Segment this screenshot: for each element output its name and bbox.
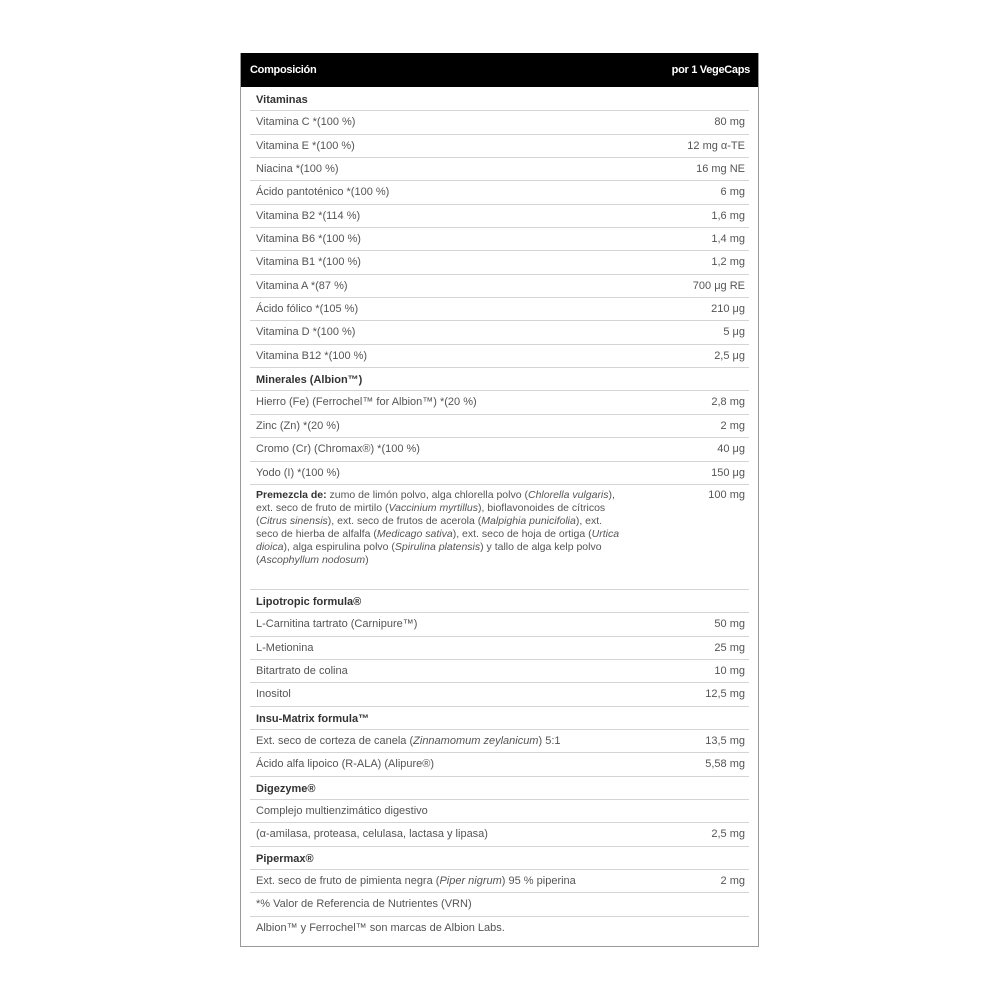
table-row bbox=[250, 321, 749, 344]
section-heading bbox=[250, 590, 749, 613]
nutrient-value: 2 mg bbox=[720, 874, 745, 887]
nutrient-label: Ácido fólico *(105 %) bbox=[256, 303, 359, 316]
nutrient-value: 16 mg NE bbox=[696, 163, 745, 176]
nutrient-label: Vitamina E *(100 %) bbox=[256, 139, 355, 152]
nutrient-label: (α-amilasa, proteasa, celulasa, lactasa y lipasa) bbox=[256, 828, 488, 841]
section-label: Vitaminas bbox=[256, 94, 308, 106]
nutrient-value: 2 mg bbox=[720, 419, 745, 432]
nutrient-value: 2,8 mg bbox=[711, 396, 745, 409]
nutrient-value: 5,58 mg bbox=[705, 758, 745, 771]
nutrient-label: *% Valor de Referencia de Nutrientes (VRN) bbox=[256, 898, 472, 911]
table-row bbox=[250, 613, 749, 636]
nutrient-value: 80 mg bbox=[714, 116, 745, 129]
section-label: Digezyme® bbox=[256, 782, 316, 795]
table-row bbox=[250, 275, 749, 298]
table-row bbox=[250, 753, 749, 776]
nutrient-label: Vitamina B6 *(100 %) bbox=[256, 233, 361, 246]
table-row bbox=[250, 462, 749, 485]
table-row bbox=[250, 298, 749, 321]
nutrient-label: Inositol bbox=[256, 688, 291, 701]
table-row bbox=[250, 823, 749, 846]
nutrient-value: 210 μg bbox=[711, 303, 745, 316]
nutrient-value: 1,6 mg bbox=[711, 209, 745, 222]
section-heading bbox=[250, 88, 749, 111]
nutrient-label: Vitamina A *(87 %) bbox=[256, 279, 348, 292]
table-row bbox=[250, 730, 749, 753]
section-heading bbox=[250, 707, 749, 730]
table-row bbox=[250, 391, 749, 414]
nutrient-label: Ácido pantoténico *(100 %) bbox=[256, 186, 390, 199]
table-row bbox=[250, 870, 749, 893]
section-label: Insu-Matrix formula™ bbox=[256, 712, 370, 725]
section-label: Pipermax® bbox=[256, 852, 314, 865]
nutrient-label: Hierro (Fe) (Ferrochel™ for Albion™) *(20 %) bbox=[256, 396, 477, 409]
header-per-serving: por 1 VegeCaps bbox=[671, 64, 750, 76]
nutrient-label: Bitartrato de colina bbox=[256, 664, 348, 677]
nutrient-value: 10 mg bbox=[714, 664, 745, 677]
nutrient-label: Ext. seco de fruto de pimienta negra (Piper nigrum) 95 % piperina bbox=[256, 874, 576, 887]
table-row bbox=[250, 111, 749, 134]
nutrient-label: Ext. seco de corteza de canela (Zinnamomum zeylanicum) 5:1 bbox=[256, 734, 561, 747]
nutrient-label: Vitamina B12 *(100 %) bbox=[256, 349, 368, 362]
nutrient-value: 2,5 μg bbox=[714, 349, 745, 362]
nutrient-value: 50 mg bbox=[714, 618, 745, 631]
table-header bbox=[241, 53, 758, 87]
section-heading bbox=[250, 777, 749, 800]
nutrient-label: Vitamina C *(100 %) bbox=[256, 116, 356, 129]
premix-row bbox=[250, 485, 749, 590]
nutrient-value: 40 μg bbox=[717, 443, 745, 456]
nutrient-label: Vitamina B2 *(114 %) bbox=[256, 209, 361, 222]
nutrient-value: 12 mg α-TE bbox=[687, 139, 745, 152]
nutrient-value: 12,5 mg bbox=[705, 688, 745, 701]
table-row bbox=[250, 415, 749, 438]
nutrient-value: 2,5 mg bbox=[711, 828, 745, 841]
table-row bbox=[250, 800, 749, 823]
table-row bbox=[250, 228, 749, 251]
nutrient-label: Complejo multienzimático digestivo bbox=[256, 804, 428, 817]
nutrient-value: 5 μg bbox=[723, 326, 745, 339]
table-row bbox=[250, 893, 749, 916]
table-row bbox=[250, 345, 749, 368]
table-row bbox=[250, 251, 749, 274]
premix-value: 100 mg bbox=[708, 488, 745, 501]
nutrient-value: 150 μg bbox=[711, 466, 745, 479]
table-row bbox=[250, 438, 749, 461]
table-body bbox=[250, 88, 749, 940]
section-label: Minerales (Albion™) bbox=[256, 374, 363, 387]
nutrient-value: 6 mg bbox=[720, 186, 745, 199]
table-row bbox=[250, 181, 749, 204]
section-heading bbox=[250, 847, 749, 870]
nutrient-value: 1,4 mg bbox=[711, 233, 745, 246]
nutrient-label: Albion™ y Ferrochel™ son marcas de Albion Labs. bbox=[256, 921, 505, 934]
table-row bbox=[250, 158, 749, 181]
nutrient-value: 25 mg bbox=[714, 641, 745, 654]
nutrient-label: Niacina *(100 %) bbox=[256, 163, 339, 176]
nutrient-label: L-Carnitina tartrato (Carnipure™) bbox=[256, 618, 418, 631]
section-heading bbox=[250, 368, 749, 391]
section-label: Lipotropic formula® bbox=[256, 595, 362, 608]
nutrient-label: Vitamina B1 *(100 %) bbox=[256, 256, 361, 269]
table-row bbox=[250, 683, 749, 706]
premix-description: Premezcla de: zumo de limón polvo, alga chlorella polvo (Chlorella vulgaris), ext. seco de fruto de mirtilo (Vaccinium myrtillus), bioflavonoides de cítricos (Citrus sinensis), ext. seco de frutos de acerola (Malpighia punicifolia), ext. seco de hierba de alfalfa (Medicago sativa), ext. seco de hoja de ortiga (Urtica dioica), alga espirulina polvo (Spirulina platensis) y tallo de alga kelp polvo (Ascophyllum nodosum) bbox=[256, 488, 620, 566]
nutrient-value: 13,5 mg bbox=[705, 734, 745, 747]
nutrient-label: Zinc (Zn) *(20 %) bbox=[256, 419, 340, 432]
nutrient-label: Ácido alfa lipoico (R-ALA) (Alipure®) bbox=[256, 758, 435, 771]
nutrient-label: L-Metionina bbox=[256, 641, 314, 654]
table-row bbox=[250, 205, 749, 228]
nutrient-value: 1,2 mg bbox=[711, 256, 745, 269]
table-row bbox=[250, 637, 749, 660]
table-row bbox=[250, 660, 749, 683]
header-title: Composición bbox=[250, 64, 317, 76]
table-row bbox=[250, 135, 749, 158]
nutrient-label: Vitamina D *(100 %) bbox=[256, 326, 356, 339]
nutrient-value: 700 μg RE bbox=[692, 279, 745, 292]
composition-table bbox=[240, 53, 759, 947]
table-row bbox=[250, 917, 749, 940]
nutrient-label: Cromo (Cr) (Chromax®) *(100 %) bbox=[256, 443, 420, 456]
nutrient-label: Yodo (I) *(100 %) bbox=[256, 466, 340, 479]
